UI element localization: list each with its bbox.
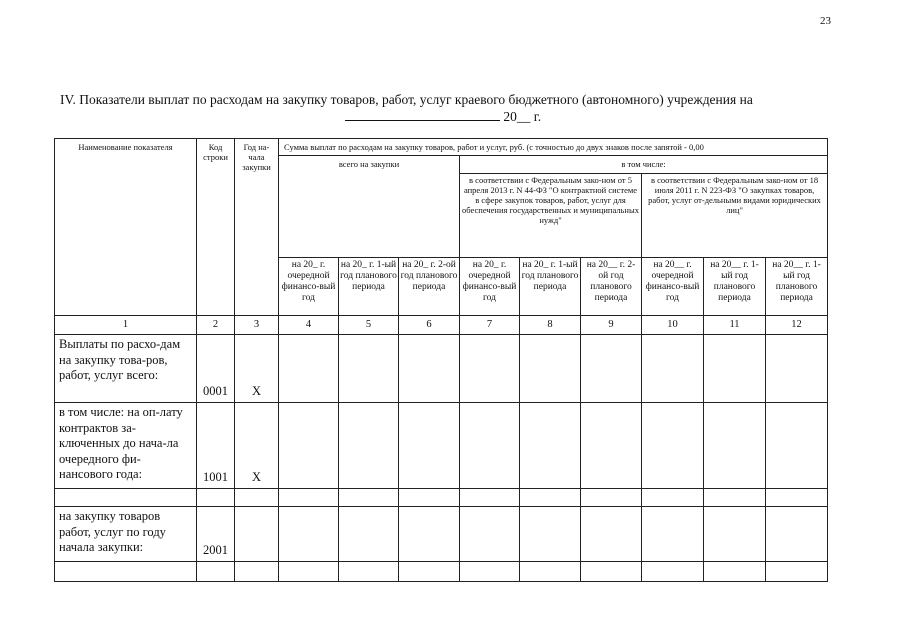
period-header: на 20_ г. 2-ой год планового периода [399, 258, 460, 316]
header-row-1 [55, 139, 828, 156]
value-cell[interactable] [279, 562, 339, 582]
value-cell[interactable] [279, 489, 339, 507]
header-code: Код строки [197, 139, 235, 316]
period-header: на 20_ г. 1-ый год планового периода [520, 258, 581, 316]
column-number: 2 [197, 316, 235, 335]
value-cell[interactable] [460, 562, 520, 582]
value-cell[interactable] [642, 562, 704, 582]
payments-table [54, 138, 828, 582]
value-cell[interactable] [339, 507, 399, 562]
value-cell[interactable] [279, 335, 339, 403]
value-cell[interactable] [520, 403, 581, 489]
header-name: Наименование показателя [55, 139, 197, 316]
empty-cell[interactable] [235, 562, 279, 582]
column-number: 4 [279, 316, 339, 335]
table-row [55, 403, 828, 489]
value-cell[interactable] [399, 562, 460, 582]
value-cell[interactable] [460, 403, 520, 489]
period-header: на 20_ г. очередной финансо-вый год [279, 258, 339, 316]
value-cell[interactable] [520, 507, 581, 562]
row-name: на закупку товаров работ, услуг по году начала закупки: [55, 507, 197, 562]
empty-cell[interactable] [197, 489, 235, 507]
period-header: на 20__ г. 2-ой год планового периода [581, 258, 642, 316]
page-number: 23 [820, 15, 831, 27]
value-cell[interactable] [399, 335, 460, 403]
table-row [55, 562, 828, 582]
value-cell[interactable] [520, 562, 581, 582]
value-cell[interactable] [339, 403, 399, 489]
header-fz44: в соответствии с Федеральным зако-ном от 5 апреля 2013 г. N 44-ФЗ "О контрактной системе в сфере закупок товаров, работ, услуг для обеспечения государственных и муниципальных нужд" [460, 174, 642, 258]
row-code: 1001 [197, 403, 235, 489]
heading-line1: IV. Показатели выплат по расходам на закупку товаров, работ, услуг краевого бюджетного (автономного) учреждения на [60, 92, 753, 107]
value-cell[interactable] [460, 489, 520, 507]
value-cell[interactable] [581, 489, 642, 507]
empty-cell[interactable] [55, 489, 197, 507]
row-code: 2001 [197, 507, 235, 562]
value-cell[interactable] [642, 507, 704, 562]
table-row [55, 335, 828, 403]
value-cell[interactable] [704, 562, 766, 582]
column-number: 1 [55, 316, 197, 335]
header-incl: в том числе: [460, 156, 828, 174]
column-number: 11 [704, 316, 766, 335]
value-cell[interactable] [581, 507, 642, 562]
row-name: Выплаты по расхо-дам на закупку това-ров, работ, услуг всего: [55, 335, 197, 403]
row-code: 0001 [197, 335, 235, 403]
value-cell[interactable] [460, 335, 520, 403]
period-header: на 20__ г. 1-ый год планового периода [704, 258, 766, 316]
value-cell[interactable] [766, 489, 828, 507]
column-number: 7 [460, 316, 520, 335]
value-cell[interactable] [704, 507, 766, 562]
value-cell[interactable] [704, 403, 766, 489]
period-header: на 20__ г. очередной финансо-вый год [642, 258, 704, 316]
value-cell[interactable] [339, 335, 399, 403]
value-cell[interactable] [339, 489, 399, 507]
value-cell[interactable] [642, 335, 704, 403]
value-cell[interactable] [399, 403, 460, 489]
column-numbers-row [55, 316, 828, 335]
value-cell[interactable] [766, 403, 828, 489]
empty-cell[interactable] [235, 489, 279, 507]
value-cell[interactable] [520, 489, 581, 507]
value-cell[interactable] [339, 562, 399, 582]
value-cell[interactable] [279, 507, 339, 562]
value-cell[interactable] [704, 489, 766, 507]
empty-cell[interactable] [55, 562, 197, 582]
header-fz223: в соответствии с Федеральным зако-ном от 18 июля 2011 г. N 223-ФЗ "О закупках товаров, работ, услуг от-дельными видами юридических лиц" [642, 174, 828, 258]
row-year: X [235, 335, 279, 403]
column-number: 12 [766, 316, 828, 335]
period-header: на 20_ г. очередной финансо-вый год [460, 258, 520, 316]
value-cell[interactable] [581, 335, 642, 403]
heading-line2 [60, 108, 850, 125]
table-row [55, 489, 828, 507]
value-cell[interactable] [642, 489, 704, 507]
column-number: 8 [520, 316, 581, 335]
value-cell[interactable] [399, 507, 460, 562]
value-cell[interactable] [766, 507, 828, 562]
column-number: 9 [581, 316, 642, 335]
value-cell[interactable] [642, 403, 704, 489]
value-cell[interactable] [766, 562, 828, 582]
period-header: на 20__ г. 1-ый год планового периода [766, 258, 828, 316]
value-cell[interactable] [460, 507, 520, 562]
header-sum: Сумма выплат по расходам на закупку товаров, работ и услуг, руб. (с точностью до двух знаков после запятой - 0,00 [279, 139, 828, 156]
column-number: 10 [642, 316, 704, 335]
empty-cell[interactable] [197, 562, 235, 582]
value-cell[interactable] [766, 335, 828, 403]
value-cell[interactable] [581, 562, 642, 582]
header-total: всего на закупки [279, 156, 460, 258]
value-cell[interactable] [279, 403, 339, 489]
table-row [55, 507, 828, 562]
column-number: 6 [399, 316, 460, 335]
heading-year: 20__ г. [503, 109, 542, 124]
value-cell[interactable] [704, 335, 766, 403]
period-header: на 20_ г. 1-ый год планового периода [339, 258, 399, 316]
value-cell[interactable] [581, 403, 642, 489]
section-heading [60, 92, 850, 125]
institution-blank[interactable] [345, 108, 500, 121]
row-name: в том числе: на оп-лату контрактов за-ключенных до нача-ла очередного фи-нансового года: [55, 403, 197, 489]
row-year: X [235, 403, 279, 489]
row-year [235, 507, 279, 562]
column-number: 3 [235, 316, 279, 335]
value-cell[interactable] [399, 489, 460, 507]
value-cell[interactable] [520, 335, 581, 403]
column-number: 5 [339, 316, 399, 335]
header-year-start: Год на-чала закупки [235, 139, 279, 316]
